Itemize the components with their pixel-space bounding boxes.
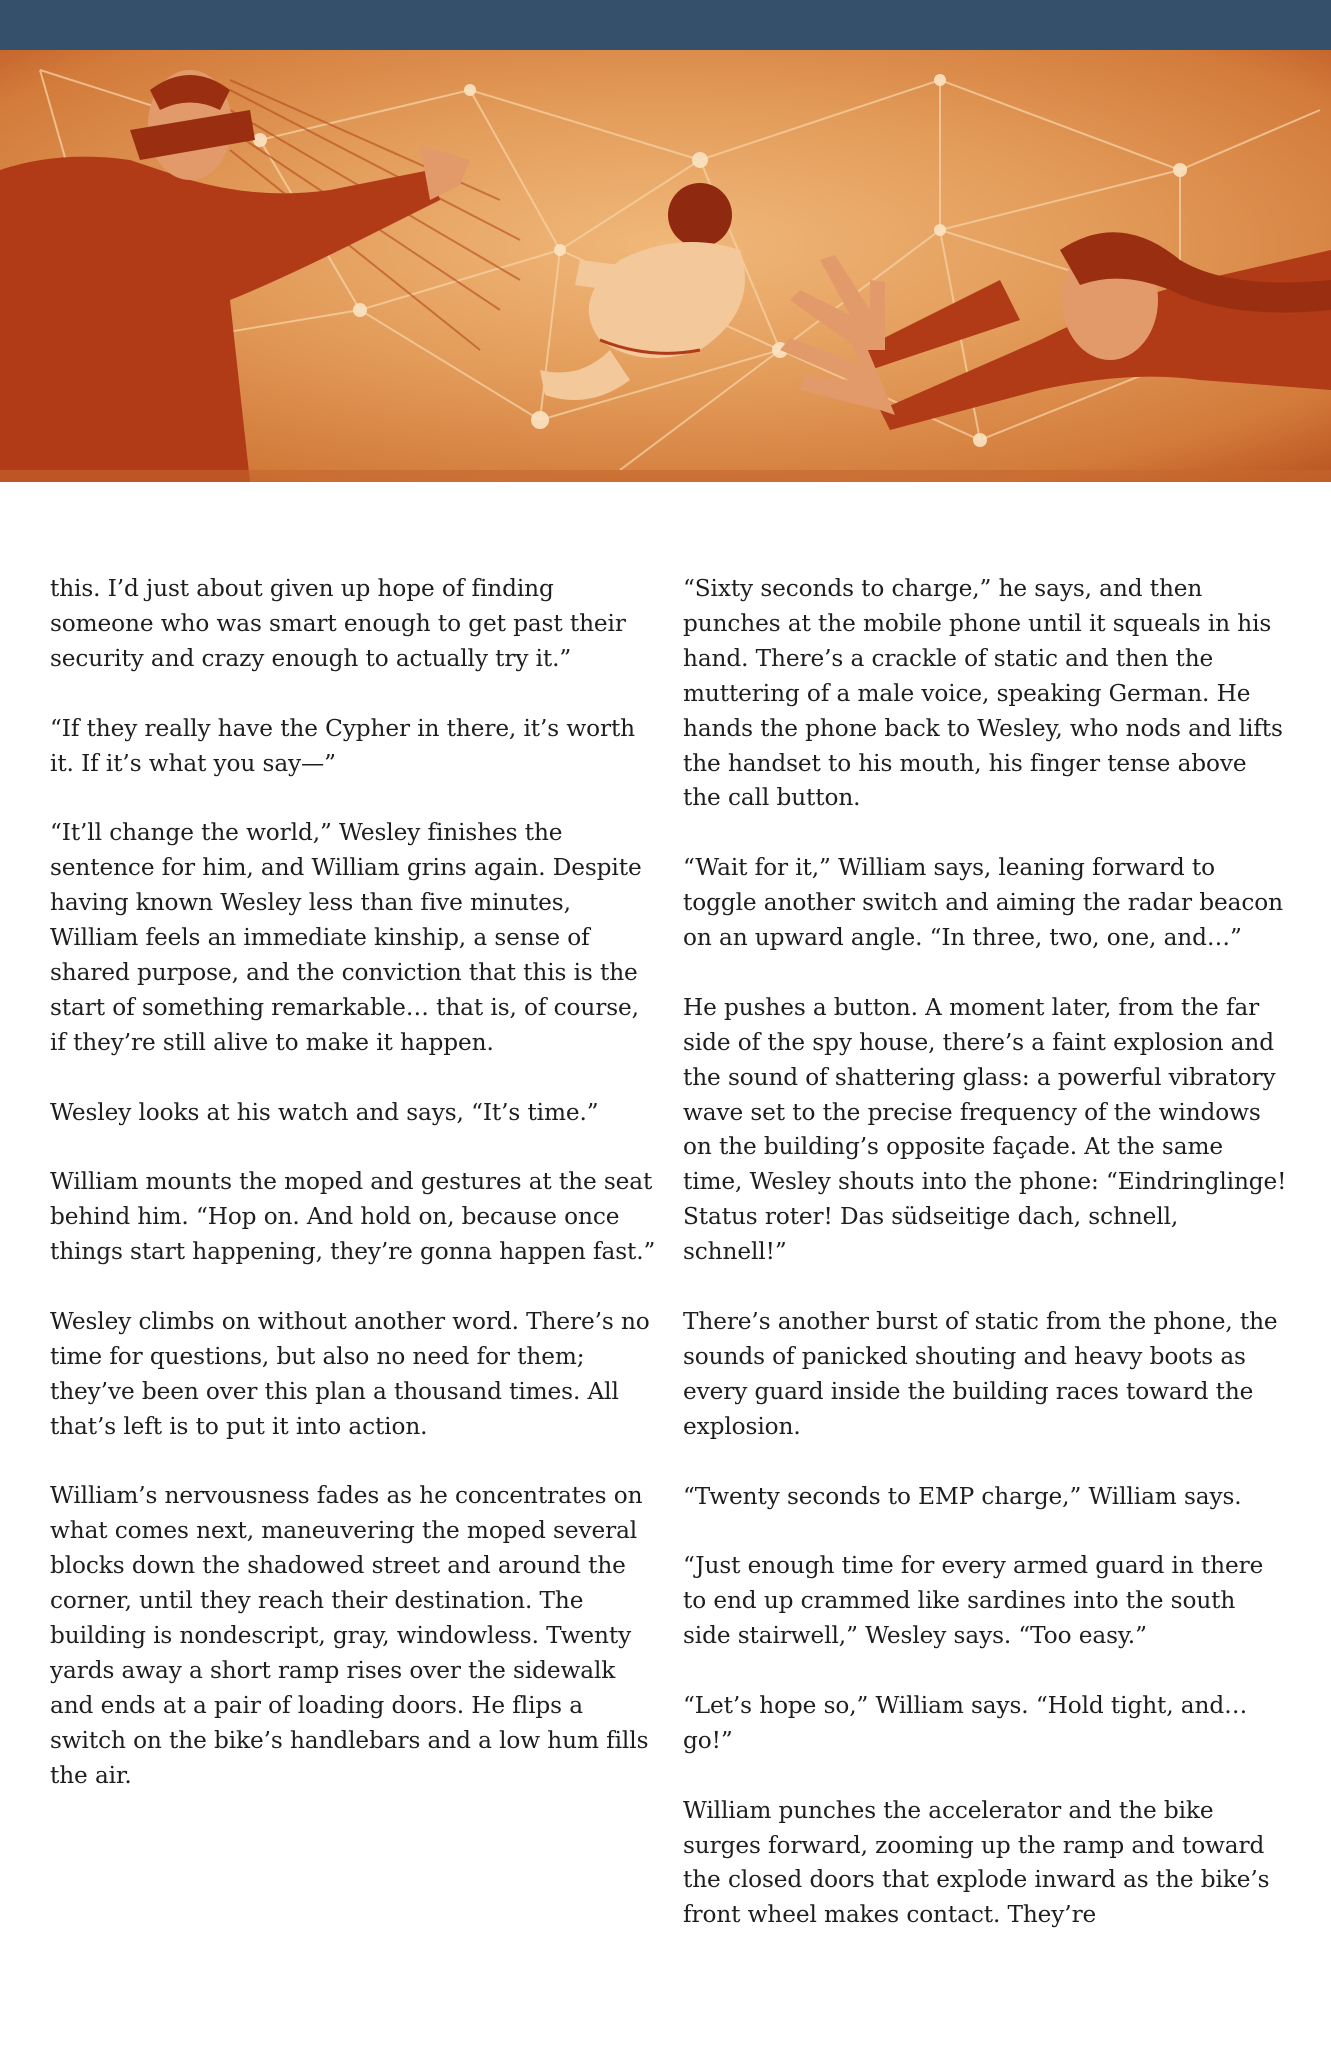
- paragraph: William punches the accelerator and the bike surges forward, zooming up the ramp and toward the closed doors that explode inward as the bike’s front wheel makes contact. They’re: [683, 1796, 1270, 1929]
- paragraph: Wesley looks at his watch and says, “It’s time.”: [50, 1098, 599, 1126]
- left-text-column: [50, 572, 656, 1794]
- paragraph: He pushes a button. A moment later, from the far side of the spy house, there’s a faint explosion and the sound of shattering glass: a powerful vibratory wave set to the precise frequency of the windows on the building’s opposite façade. At the same time, Wesley shouts into the phone: “Eindringlinge! Status roter! Das südseitige dach, schnell, schnell!”: [683, 993, 1287, 1266]
- paragraph: “Just enough time for every armed guard in there to end up crammed like sardines into the south side stairwell,” Wesley says. “Too easy.”: [683, 1552, 1264, 1650]
- paragraph: “Wait for it,” William says, leaning forward to toggle another switch and aiming the radar beacon on an upward angle. “In three, two, one, and…”: [683, 854, 1283, 952]
- paragraph: Wesley climbs on without another word. There’s no time for questions, but also no need for them; they’ve been over this plan a thousand times. All that’s left is to put it into action.: [50, 1307, 650, 1440]
- paragraph: There’s another burst of static from the phone, the sounds of panicked shouting and heavy boots as every guard inside the building races toward the explosion.: [683, 1307, 1278, 1440]
- paragraph: William mounts the moped and gestures at the seat behind him. “Hop on. And hold on, because once things start happening, they’re gonna happen fast.”: [50, 1168, 656, 1266]
- right-text-column: [683, 572, 1289, 1933]
- comic-panel-icon: [0, 50, 1331, 482]
- paragraph: “Twenty seconds to EMP charge,” William says.: [683, 1482, 1242, 1510]
- paragraph: “Sixty seconds to charge,” he says, and then punches at the mobile phone until it squeals in his hand. There’s a crackle of static and then the muttering of a male voice, speaking German. He hands the phone back to Wesley, who nods and lifts the handset to his mouth, his finger tense above the call button.: [683, 575, 1283, 812]
- paragraph: “Let’s hope so,” William says. “Hold tight, and…go!”: [683, 1691, 1248, 1754]
- paragraph: “If they really have the Cypher in there, it’s worth it. If it’s what you say—”: [50, 714, 635, 777]
- header-band: [0, 0, 1331, 50]
- paragraph: “It’ll change the world,” Wesley finishes the sentence for him, and William grins again. Despite having known Wesley less than five minutes, William feels an immediate kinship, a sense of shared purpose, and the conviction that this is the start of something remarkable… that is, of course, if they’re still alive to make it happen.: [50, 819, 642, 1056]
- paragraph: this. I’d just about given up hope of finding someone who was smart enough to get past their security and crazy enough to actually try it.”: [50, 575, 626, 672]
- paragraph: William’s nervousness fades as he concentrates on what comes next, maneuvering the moped several blocks down the shadowed street and around the corner, until they reach their destination. The building is nondescript, gray, windowless. Twenty yards away a short ramp rises over the sidewalk and ends at a pair of loading doors. He flips a switch on the bike’s handlebars and a low hum fills the air.: [50, 1482, 649, 1789]
- chapter-illustration: [0, 50, 1331, 482]
